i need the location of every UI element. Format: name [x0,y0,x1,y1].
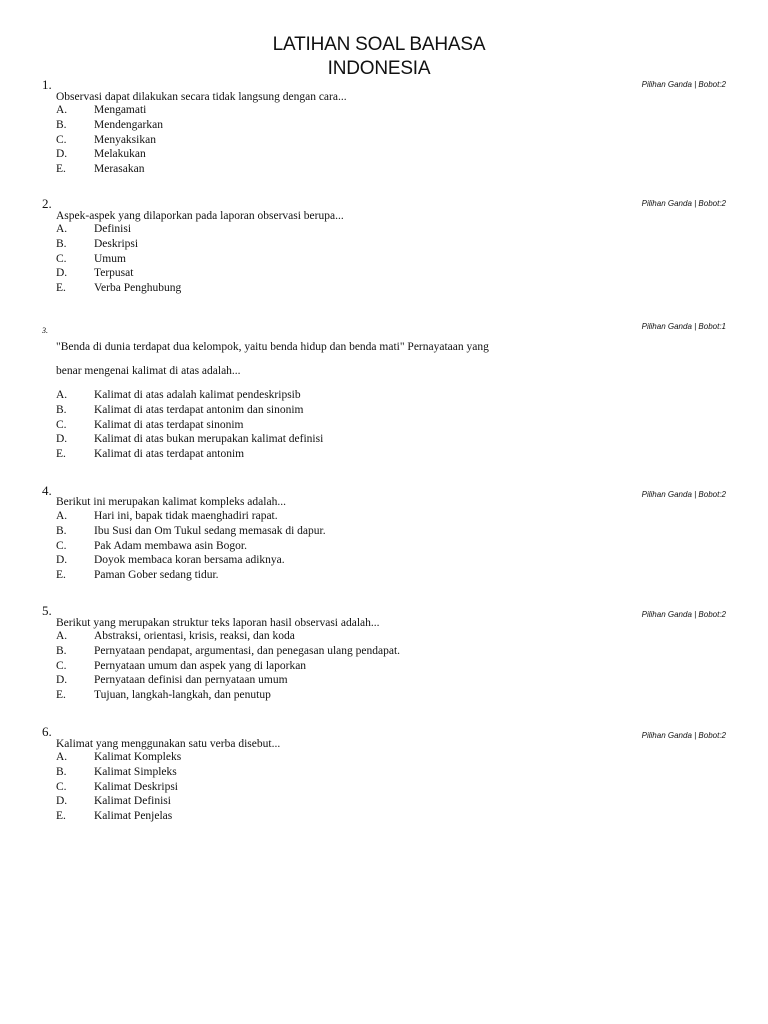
option-list [56,222,656,296]
document-title [0,33,758,81]
question-number: 4. [42,483,52,498]
option-letter: D. [56,674,68,687]
option-text: Kalimat Penjelas [94,810,173,823]
option-text: Mendengarkan [94,118,163,131]
option-letter: E. [56,689,66,702]
option-text: Kalimat Deskripsi [94,780,178,793]
question-number: 3. [42,326,48,335]
option-letter: D. [56,795,68,808]
option-letter: B. [56,644,67,657]
option-a[interactable] [56,629,656,644]
option-b[interactable] [56,118,656,133]
option-text: Abstraksi, orientasi, krisis, reaksi, dan koda [94,630,295,642]
option-text: Mengamati [94,104,147,116]
option-text: Verba Penghubung [94,282,182,295]
option-e[interactable] [56,162,656,177]
option-text: Merasakan [94,163,145,176]
option-e[interactable] [56,809,656,824]
option-a[interactable] [56,509,656,524]
option-c[interactable] [56,252,656,267]
option-e[interactable] [56,568,656,583]
question-stem-line-1: "Benda di dunia terdapat dua kelompok, yaitu benda hidup dan benda mati" Pernayataan yang [56,341,489,353]
option-letter: A. [56,510,68,522]
option-letter: E. [56,448,66,461]
option-c[interactable] [56,659,656,674]
option-text: Menyaksikan [94,133,156,146]
option-text: Pak Adam membawa asin Bogor. [94,539,247,552]
option-b[interactable] [56,644,656,659]
question-stem: Aspek-aspek yang dilaporkan pada laporan observasi berupa... [56,210,344,222]
option-text: Ibu Susi dan Om Tukul sedang memasak di dapur. [94,524,326,537]
option-a[interactable] [56,388,656,403]
option-b[interactable] [56,237,656,252]
question-stem: Kalimat yang menggunakan satu verba disebut... [56,738,281,750]
option-c[interactable] [56,780,656,795]
option-a[interactable] [56,222,656,237]
option-c[interactable] [56,539,656,554]
option-letter: D. [56,267,68,280]
option-a[interactable] [56,103,656,118]
option-letter: B. [56,237,67,250]
option-e[interactable] [56,281,656,296]
option-d[interactable] [56,432,656,447]
option-letter: C. [56,133,67,146]
question-stem-line-2: benar mengenai kalimat di atas adalah... [56,365,241,377]
option-letter: B. [56,403,67,416]
title-line-2: INDONESIA [327,58,431,79]
option-text: Kalimat di atas adalah kalimat pendeskripsib [94,389,301,401]
option-text: Kalimat Simpleks [94,765,177,778]
option-text: Kalimat Kompleks [94,751,182,763]
option-e[interactable] [56,688,656,703]
option-letter: B. [56,524,67,537]
title-line-1: LATIHAN SOAL BAHASA [272,34,486,55]
question-meta: Pilihan Ganda | Bobot:2 [641,199,726,208]
option-text: Pernyataan definisi dan pernyataan umum [94,674,288,687]
option-text: Pernyataan umum dan aspek yang di laporkan [94,659,307,672]
option-letter: C. [56,252,67,265]
option-letter: D. [56,433,68,446]
option-letter: D. [56,148,68,161]
question-number: 6. [42,724,52,739]
question-number: 2. [42,196,52,211]
option-text: Kalimat di atas terdapat sinonim [94,418,244,431]
question-number: 5. [42,603,52,618]
question-meta: Pilihan Ganda | Bobot:1 [641,322,726,331]
option-text: Paman Gober sedang tidur. [94,569,219,582]
option-b[interactable] [56,765,656,780]
option-list [56,103,656,177]
option-text: Melakukan [94,148,146,161]
option-letter: A. [56,223,68,235]
option-a[interactable] [56,750,656,765]
option-d[interactable] [56,553,656,568]
option-letter: E. [56,810,66,823]
question-meta: Pilihan Ganda | Bobot:2 [641,610,726,619]
option-list [56,629,656,703]
option-d[interactable] [56,794,656,809]
option-letter: A. [56,389,68,401]
question-number: 1. [42,77,52,92]
option-c[interactable] [56,133,656,148]
option-letter: E. [56,569,66,582]
option-letter: C. [56,659,67,672]
option-text: Kalimat di atas terdapat antonim [94,448,245,461]
option-d[interactable] [56,147,656,162]
option-text: Terpusat [94,267,134,280]
option-text: Pernyataan pendapat, argumentasi, dan penegasan ulang pendapat. [94,644,401,657]
option-letter: C. [56,780,67,793]
option-text: Doyok membaca koran bersama adiknya. [94,554,285,567]
option-text: Definisi [94,223,132,235]
option-text: Kalimat di atas bukan merupakan kalimat definisi [94,433,324,446]
option-c[interactable] [56,418,656,433]
option-text: Kalimat Definisi [94,795,171,808]
option-letter: A. [56,104,68,116]
option-b[interactable] [56,524,656,539]
question-stem: Berikut yang merupakan struktur teks laporan hasil observasi adalah... [56,617,380,629]
option-letter: E. [56,282,66,295]
option-text: Deskripsi [94,237,139,250]
option-letter: B. [56,765,67,778]
option-text: Hari ini, bapak tidak maenghadiri rapat. [94,510,278,522]
option-d[interactable] [56,266,656,281]
option-letter: C. [56,539,67,552]
option-e[interactable] [56,447,656,462]
option-text: Tujuan, langkah-langkah, dan penutup [94,689,271,702]
option-letter: C. [56,418,67,431]
question-meta: Pilihan Ganda | Bobot:2 [641,80,726,89]
option-list [56,750,656,824]
option-b[interactable] [56,403,656,418]
option-text: Kalimat di atas terdapat antonim dan sinonim [94,403,304,416]
option-list [56,509,656,583]
option-letter: E. [56,163,66,176]
option-letter: D. [56,554,68,567]
option-text: Umum [94,252,126,265]
option-letter: B. [56,118,67,131]
option-d[interactable] [56,673,656,688]
option-letter: A. [56,751,68,763]
question-meta: Pilihan Ganda | Bobot:2 [641,731,726,740]
option-letter: A. [56,630,68,642]
question-meta: Pilihan Ganda | Bobot:2 [641,490,726,499]
question-stem: Observasi dapat dilakukan secara tidak langsung dengan cara... [56,91,347,103]
option-list [56,388,656,462]
question-stem: Berikut ini merupakan kalimat kompleks adalah... [56,496,286,508]
